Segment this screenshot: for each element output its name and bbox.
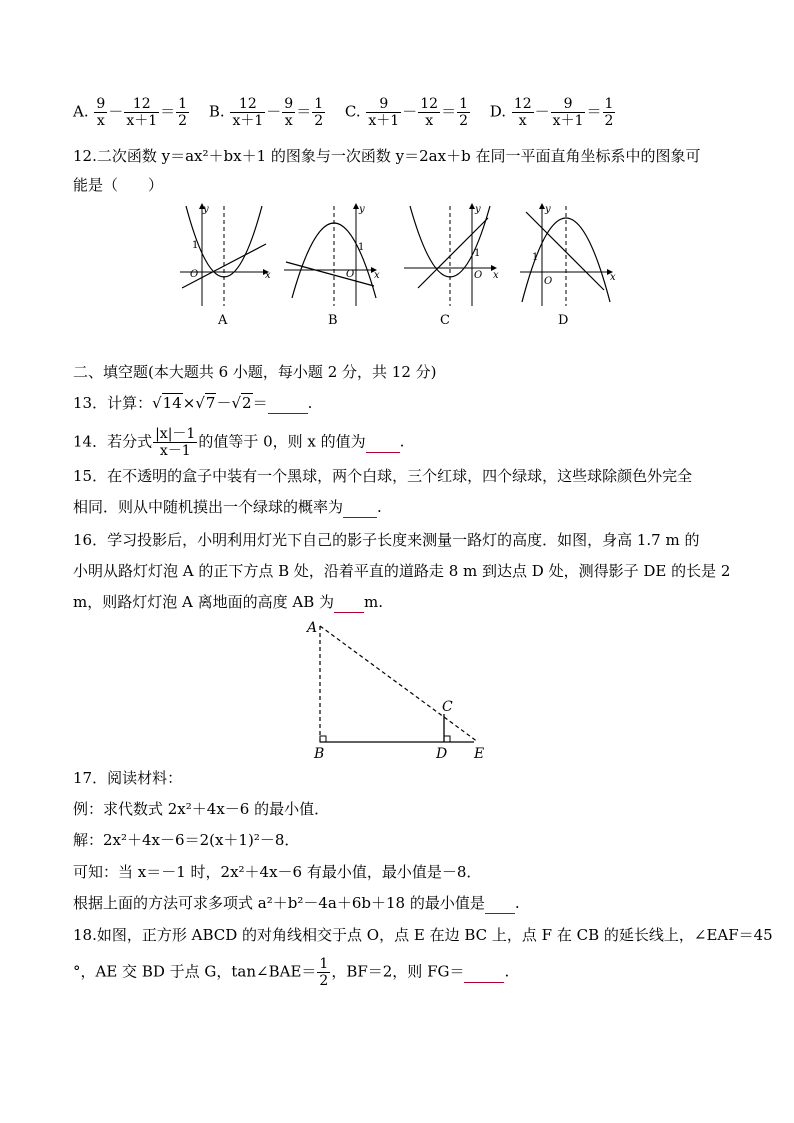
q16-line3: m，则路灯灯泡 A 离地面的高度 AB 为 m. xyxy=(73,593,383,611)
q12-text-line2: 能是（ ） xyxy=(73,176,164,194)
graph-a-label: A xyxy=(218,313,228,328)
q16-answer-blank[interactable] xyxy=(334,592,364,613)
svg-text:x: x xyxy=(265,270,271,281)
point-b-label: B xyxy=(314,746,325,762)
point-a-label: A xyxy=(307,620,318,636)
q16-figure xyxy=(300,612,500,762)
q11-options xyxy=(73,96,630,129)
q15-line1: 15．在不透明的盒子中装有一个黑球，两个白球，三个红球，四个绿球，这些球除颜色外完全 xyxy=(73,467,693,485)
q11-option-d: D. $\frac{12}{x}$ － $\frac{9}{x+1}$ ＝ $\frac{1}{2}$ xyxy=(489,96,614,129)
q12-graphs xyxy=(170,198,630,334)
svg-text:O: O xyxy=(474,270,483,281)
graph-b xyxy=(284,204,380,328)
graph-d-label: D xyxy=(558,313,569,328)
q18-line2: °，AE 交 BD 于点 G，tan∠BAE＝ $\frac{1}{2}$ ，BF＝2，则 FG＝ . xyxy=(73,956,510,989)
svg-text:1: 1 xyxy=(192,240,199,251)
svg-text:x: x xyxy=(493,270,499,281)
graph-a xyxy=(180,204,271,328)
q18-answer-blank[interactable] xyxy=(464,962,504,983)
q17-line4: 可知：当 x＝－1 时，2x²＋4x－6 有最小值，最小值是－8． xyxy=(73,863,482,881)
q15-answer-blank[interactable] xyxy=(343,497,377,518)
point-d-label: D xyxy=(436,746,448,762)
svg-text:x: x xyxy=(374,270,380,281)
graph-b-label: B xyxy=(328,313,338,328)
q12-text-line1: 12.二次函数 y＝ax²＋bx＋1 的图象与一次函数 y＝2ax＋b 在同一平面直角坐标系中的图象可 xyxy=(73,147,701,165)
svg-text:x: x xyxy=(610,272,616,283)
q18-line1: 18.如图，正方形 ABCD 的对角线相交于点 O，点 E 在边 BC 上，点 F 在 CB 的延长线上，∠EAF＝45 xyxy=(73,926,773,944)
graph-c-label: C xyxy=(440,313,450,328)
q13-answer-blank[interactable] xyxy=(268,393,308,414)
svg-text:1: 1 xyxy=(358,242,365,253)
q13: 13．计算：√14×√7－√2＝ . xyxy=(73,394,313,412)
q16-line2: 小明从路灯灯泡 A 的正下方点 B 处，沿着平直的道路走 8 m 到达点 D 处，测得影子 DE 的长是 2 xyxy=(73,562,731,580)
point-c-label: C xyxy=(442,699,453,715)
svg-text:1: 1 xyxy=(474,248,481,259)
svg-text:1: 1 xyxy=(532,252,539,263)
section-heading: 二、填空题(本大题共 6 小题，每小题 2 分，共 12 分) xyxy=(73,363,437,381)
svg-text:O: O xyxy=(544,276,553,287)
q14: 14．若分式 $\frac{|x|-1}{x-1}$ 的值等于 0，则 x 的值为 . xyxy=(73,426,405,459)
q17-line5: 根据上面的方法可求多项式 a²＋b²－4a＋6b＋18 的最小值是 . xyxy=(73,894,520,912)
q15-line2: 相同．则从中随机摸出一个绿球的概率为 . xyxy=(73,498,382,516)
q14-answer-blank[interactable] xyxy=(366,432,400,453)
q11-option-b: B. $\frac{12}{x+1}$ － $\frac{9}{x}$ ＝ $\frac{1}{2}$ xyxy=(208,96,324,129)
graph-c xyxy=(404,204,499,328)
q16-line1: 16．学习投影后，小明利用灯光下自己的影子长度来测量一路灯的高度．如图，身高 1.7 m 的 xyxy=(73,531,700,549)
q11-option-c: C. $\frac{9}{x+1}$ － $\frac{12}{x}$ ＝ $\frac{1}{2}$ xyxy=(344,96,468,129)
graph-d xyxy=(520,204,616,328)
point-e-label: E xyxy=(474,746,485,762)
svg-text:y: y xyxy=(475,204,481,215)
svg-text:y: y xyxy=(359,204,365,215)
svg-text:O: O xyxy=(346,269,355,280)
svg-text:y: y xyxy=(545,204,551,215)
q17-answer-blank[interactable] xyxy=(485,893,515,914)
q11-option-a: A. $\frac{9}{x}$ － $\frac{12}{x+1}$ ＝ $\frac{1}{2}$ xyxy=(73,96,188,129)
q17-line2: 例：求代数式 2x²＋4x－6 的最小值． xyxy=(73,800,330,818)
svg-text:O: O xyxy=(190,269,199,280)
q17-line3: 解：2x²＋4x－6＝2(x＋1)²－8． xyxy=(73,831,300,849)
svg-text:y: y xyxy=(203,204,209,215)
q17-line1: 17．阅读材料： xyxy=(73,769,183,787)
